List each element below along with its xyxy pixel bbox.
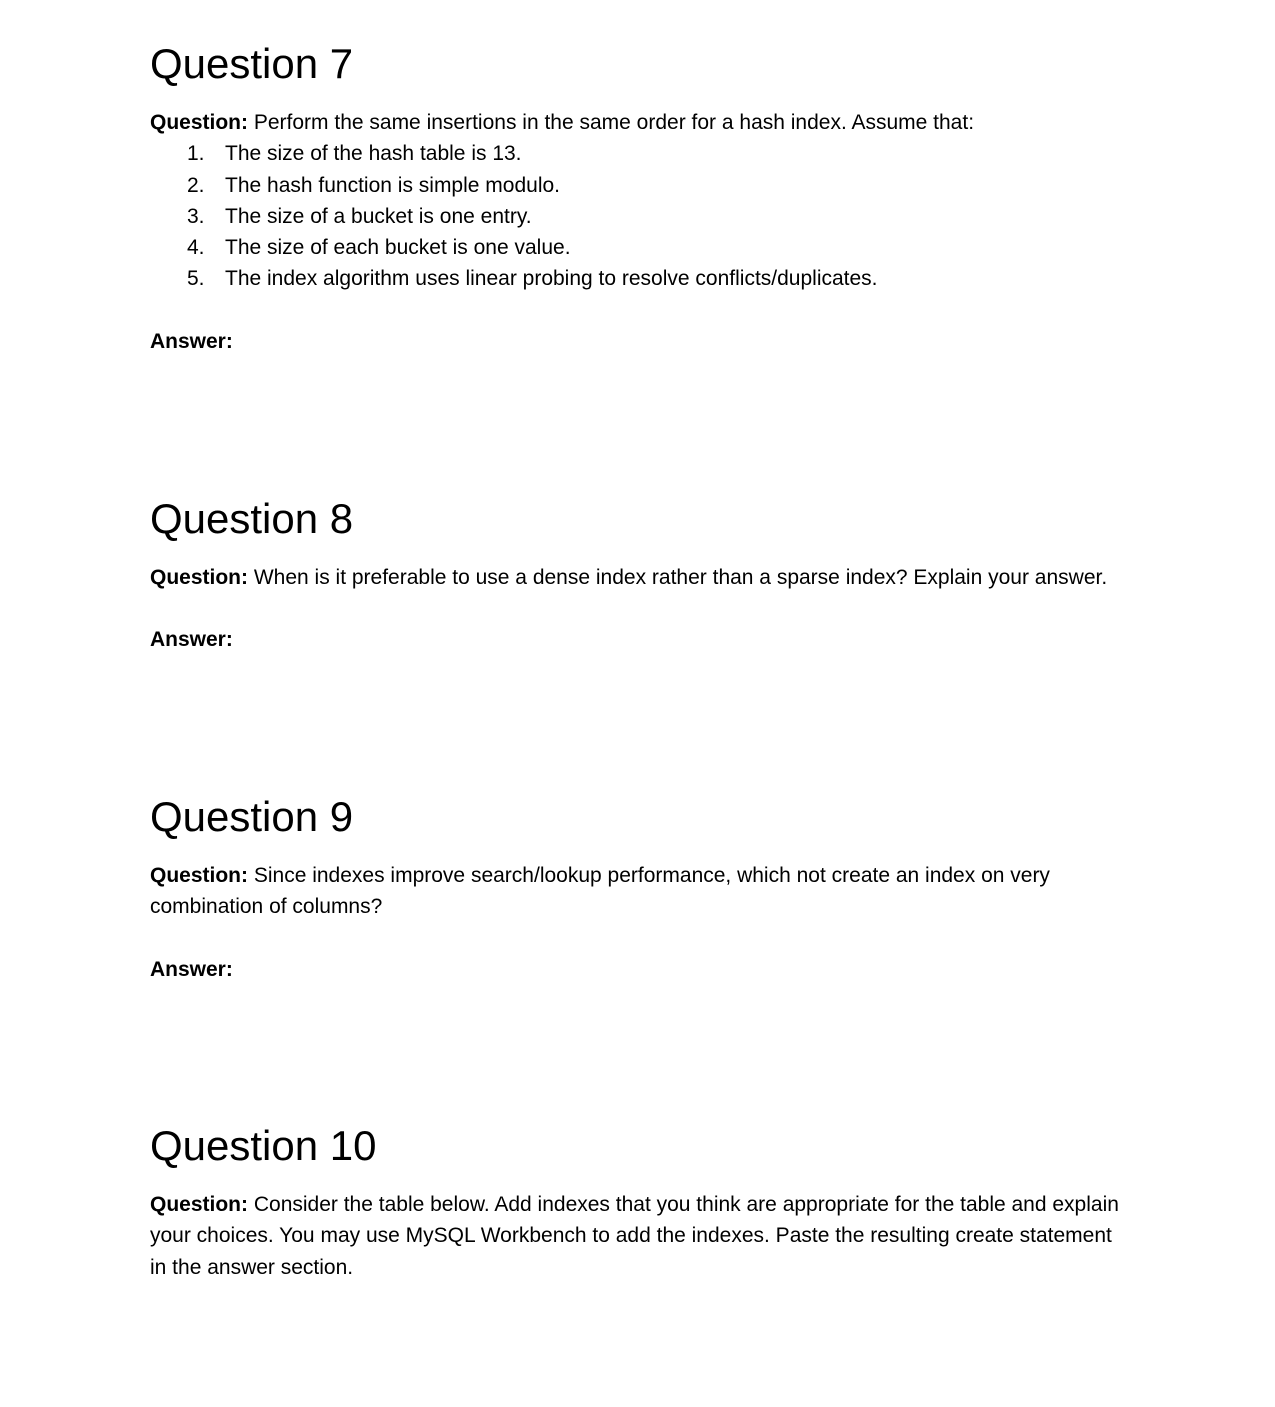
list-item-number: 5. [187, 267, 205, 291]
question-8-text: When is it preferable to use a dense index rather than a sparse index? Explain your answer. [253, 566, 1108, 589]
list-item [150, 232, 1125, 263]
question-9-text: Since indexes improve search/lookup performance, which not create an index on very combination of columns? [150, 864, 1050, 919]
list-item-text: The size of a bucket is one entry. [225, 204, 532, 228]
question-9-prompt [150, 860, 1125, 923]
list-item [150, 138, 1125, 169]
question-label: Question: [150, 864, 248, 887]
question-10-prompt [150, 1189, 1125, 1283]
list-item-text: The index algorithm uses linear probing to resolve conflicts/duplicates. [225, 267, 878, 291]
question-7-assumption-list [150, 138, 1125, 294]
question-label: Question: [150, 111, 248, 134]
question-8-answer-label: Answer: [150, 628, 233, 652]
list-item-text: The size of each bucket is one value. [225, 236, 571, 260]
question-7-answer-label: Answer: [150, 329, 233, 353]
list-item-number: 4. [187, 236, 205, 260]
list-item-number: 3. [187, 204, 205, 228]
question-7-section [150, 40, 1125, 357]
question-8-prompt [150, 562, 1125, 593]
question-7-text: Perform the same insertions in the same order for a hash index. Assume that: [253, 111, 975, 134]
list-item [150, 263, 1125, 294]
question-7-prompt [150, 107, 1125, 138]
list-item-text: The size of the hash table is 13. [225, 142, 522, 166]
question-10-text: Consider the table below. Add indexes that you think are appropriate for the table and explain your choices. You may use MySQL Workbench to add the indexes. Paste the resulting create statement in the answer section. [150, 1193, 1119, 1279]
question-10-section [150, 1122, 1125, 1283]
question-8-section [150, 495, 1125, 656]
question-label: Question: [150, 1193, 248, 1216]
question-7-heading: Question 7 [150, 40, 354, 87]
question-10-heading: Question 10 [150, 1122, 377, 1169]
question-9-answer-label: Answer: [150, 957, 233, 981]
list-item-number: 2. [187, 173, 205, 197]
question-label: Question: [150, 566, 248, 589]
question-9-heading: Question 9 [150, 793, 354, 840]
list-item [150, 201, 1125, 232]
list-item-text: The hash function is simple modulo. [225, 173, 561, 197]
question-8-heading: Question 8 [150, 495, 354, 542]
question-9-section [150, 793, 1125, 985]
list-item-number: 1. [187, 142, 205, 166]
list-item [150, 170, 1125, 201]
